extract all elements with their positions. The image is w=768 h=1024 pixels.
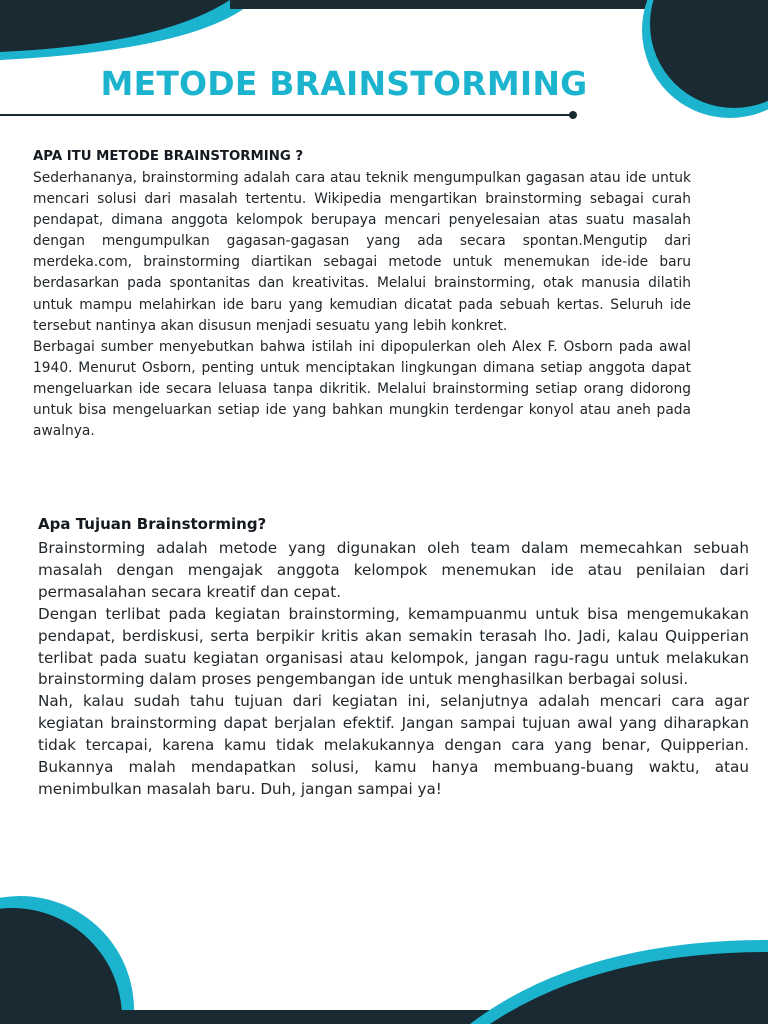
page-title: METODE BRAINSTORMING bbox=[100, 64, 588, 103]
paragraph: Brainstorming adalah metode yang digunakan oleh team dalam memecahkan sebuah masalah dengan mengajak anggota kelompok menemukan ide atau penilaian dari permasalahan secara kreatif dan cepat. bbox=[38, 539, 749, 601]
paragraph: Sederhananya, brainstorming adalah cara atau teknik mengumpulkan gagasan atau ide untuk mencari solusi dari masalah tertentu. Wikipedia mengartikan brainstorming sebagai curah pendapat, dimana anggota kelompok berupaya mencari penyelesaian atas suatu masalah dengan mengumpulkan gagasan-gagasan yang ada secara spontan.Mengutip dari merdeka.com, brainstorming diartikan sebagai metode untuk menemukan ide-ide baru berdasarkan pada spontanitas dan kreativitas. Melalui brainstorming, otak manusia dilatih untuk mampu melahirkan ide baru yang kemudian dicatat pada sebuah kertas. Seluruh ide tersebut nantinya akan disusun menjadi sesuatu yang lebih konkret. bbox=[33, 170, 691, 334]
title-underline bbox=[0, 114, 572, 116]
paragraph: Berbagai sumber menyebutkan bahwa istilah ini dipopulerkan oleh Alex F. Osborn pada awal 1940. Menurut Osborn, penting untuk menciptakan lingkungan dimana setiap anggota dapat mengeluarkan ide secara leluasa tanpa dikritik. Melalui brainstorming setiap orang didorong untuk bisa mengeluarkan setiap ide yang bahkan mungkin terdengar konyol atau aneh pada awalnya. bbox=[33, 338, 691, 440]
paragraph: Dengan terlibat pada kegiatan brainstorming, kemampuanmu untuk bisa mengemukakan pendapat, berdiskusi, serta berpikir kritis akan semakin terasah lho. Jadi, kalau Quipperian terlibat pada suatu kegiatan organisasi atau kelompok, jangan ragu-ragu untuk melakukan brainstorming dalam proses pengembangan ide untuk menghasilkan berbagai solusi. bbox=[38, 604, 749, 689]
section-heading-what-is: APA ITU METODE BRAINSTORMING ? bbox=[33, 149, 304, 164]
section-body-purpose bbox=[38, 538, 749, 801]
paragraph: Nah, kalau sudah tahu tujuan dari kegiatan ini, selanjutnya adalah mencari cara agar kegiatan brainstorming dapat berjalan efektif. Jangan sampai tujuan awal yang diharapkan tidak tercapai, karena kamu tidak melakukannya dengan cara yang benar, Quipperian. Bukannya malah mendapatkan solusi, kamu hanya membuang-buang waktu, atau menimbulkan masalah baru. Duh, jangan sampai ya! bbox=[38, 692, 749, 798]
title-underline-dot bbox=[569, 111, 577, 119]
section-heading-purpose: Apa Tujuan Brainstorming? bbox=[38, 515, 267, 533]
top-bar bbox=[230, 0, 670, 9]
bottom-left-dark-circle bbox=[0, 908, 122, 1024]
section-body-what-is bbox=[33, 168, 691, 442]
